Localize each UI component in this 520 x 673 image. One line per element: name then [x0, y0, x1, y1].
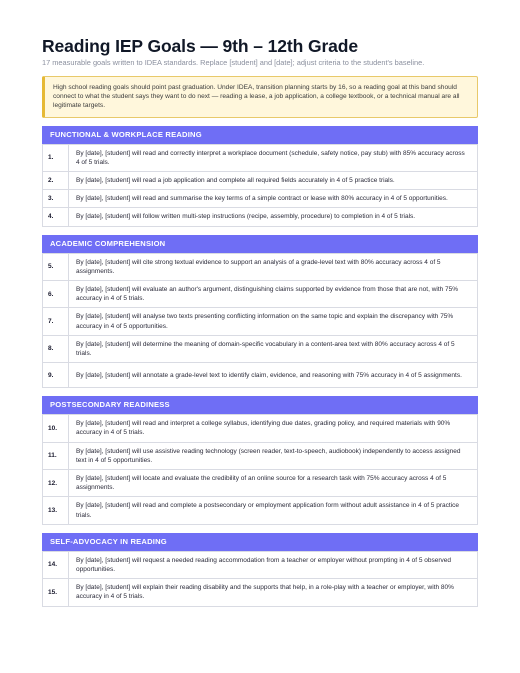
goal-text: By [date], [student] will locate and evaluate the credibility of an online source for a research task with 75% accuracy across 4 of 5 assignments.	[69, 470, 478, 497]
section-header: POSTSECONDARY READINESS	[42, 396, 478, 414]
goal-number: 10.	[43, 415, 69, 442]
goal-row	[43, 308, 478, 335]
goal-section	[42, 235, 478, 389]
goal-row	[43, 415, 478, 442]
goal-row	[43, 470, 478, 497]
goal-number: 14.	[43, 551, 69, 578]
goal-number: 12.	[43, 470, 69, 497]
goal-row	[43, 208, 478, 226]
goal-number: 2.	[43, 172, 69, 190]
goal-number: 11.	[43, 442, 69, 469]
goal-text: By [date], [student] will annotate a grade-level text to identify claim, evidence, and reasoning with 75% accuracy in 4 of 5 assignments.	[69, 363, 478, 388]
goal-text: By [date], [student] will read and complete a postsecondary or employment application form without adult assistance in 4 of 5 practice trials.	[69, 497, 478, 524]
goal-number: 15.	[43, 579, 69, 606]
goal-text: By [date], [student] will read and interpret a college syllabus, identifying due dates, grading policy, and required materials with 90% accuracy in 4 of 5 trials.	[69, 415, 478, 442]
goal-text: By [date], [student] will determine the meaning of domain-specific vocabulary in a content-area text with 80% accuracy across 4 of 5 trials.	[69, 335, 478, 362]
goal-text: By [date], [student] will explain their reading disability and the supports that help, in a role-play with a teacher or employer, with 80% accuracy in 4 of 5 trials.	[69, 579, 478, 606]
goal-row	[43, 497, 478, 524]
goal-number: 3.	[43, 190, 69, 208]
goal-number: 8.	[43, 335, 69, 362]
goal-row	[43, 335, 478, 362]
goal-number: 1.	[43, 144, 69, 171]
goal-row	[43, 253, 478, 280]
goal-section	[42, 533, 478, 607]
goals-table	[42, 253, 478, 389]
goal-row	[43, 551, 478, 578]
section-header: ACADEMIC COMPREHENSION	[42, 235, 478, 253]
goal-row	[43, 144, 478, 171]
goal-number: 9.	[43, 363, 69, 388]
goal-text: By [date], [student] will read and correctly interpret a workplace document (schedule, safety notice, pay stub) with 85% accuracy across 4 of 5 trials.	[69, 144, 478, 171]
goal-number: 6.	[43, 281, 69, 308]
page-subtitle: 17 measurable goals written to IDEA standards. Replace [student] and [date]; adjust criteria to the student's baseline.	[42, 58, 425, 67]
goal-section	[42, 396, 478, 525]
goal-number: 13.	[43, 497, 69, 524]
goal-row	[43, 190, 478, 208]
goals-table	[42, 144, 478, 227]
goal-number: 5.	[43, 253, 69, 280]
goal-text: By [date], [student] will evaluate an author's argument, distinguishing claims supported by evidence from those that are not, with 75% accuracy in 4 of 5 trials.	[69, 281, 478, 308]
goal-number: 7.	[43, 308, 69, 335]
goal-number: 4.	[43, 208, 69, 226]
goal-text: By [date], [student] will read a job application and complete all required fields accurately in 4 of 5 practice trials.	[69, 172, 478, 190]
goal-text: By [date], [student] will cite strong textual evidence to support an analysis of a grade-level text with 80% accuracy across 4 of 5 assignments.	[69, 253, 478, 280]
goal-text: By [date], [student] will request a needed reading accommodation from a teacher or employer without prompting in 4 of 5 observed opportunities.	[69, 551, 478, 578]
goal-row	[43, 363, 478, 388]
goal-text: By [date], [student] will read and summarise the key terms of a simple contract or lease with 80% accuracy in 4 of 5 opportunities.	[69, 190, 478, 208]
section-header: SELF-ADVOCACY IN READING	[42, 533, 478, 551]
goal-text: By [date], [student] will use assistive reading technology (screen reader, text-to-speech, audiobook) independently to access assigned text in 4 of 5 opportunities.	[69, 442, 478, 469]
section-header: FUNCTIONAL & WORKPLACE READING	[42, 126, 478, 144]
goal-text: By [date], [student] will analyse two texts presenting conflicting information on the same topic and explain the discrepancy with 75% accuracy in 4 of 5 opportunities.	[69, 308, 478, 335]
goals-table	[42, 551, 478, 607]
goal-section	[42, 126, 478, 227]
goal-row	[43, 579, 478, 606]
goal-row	[43, 442, 478, 469]
page-title: Reading IEP Goals — 9th – 12th Grade	[42, 36, 359, 56]
goal-row	[43, 281, 478, 308]
transition-note: High school reading goals should point past graduation. Under IDEA, transition planning starts by 16, so a reading goal at this band should connect to what the student says they want to do next — reading a lease, a job application, a college textbook, or a technical manual are all legitimate targets.	[42, 76, 478, 118]
goal-row	[43, 172, 478, 190]
goal-text: By [date], [student] will follow written multi-step instructions (recipe, assembly, procedure) to completion in 4 of 5 trials.	[69, 208, 478, 226]
goal-sections	[42, 126, 478, 607]
goals-table	[42, 414, 478, 525]
